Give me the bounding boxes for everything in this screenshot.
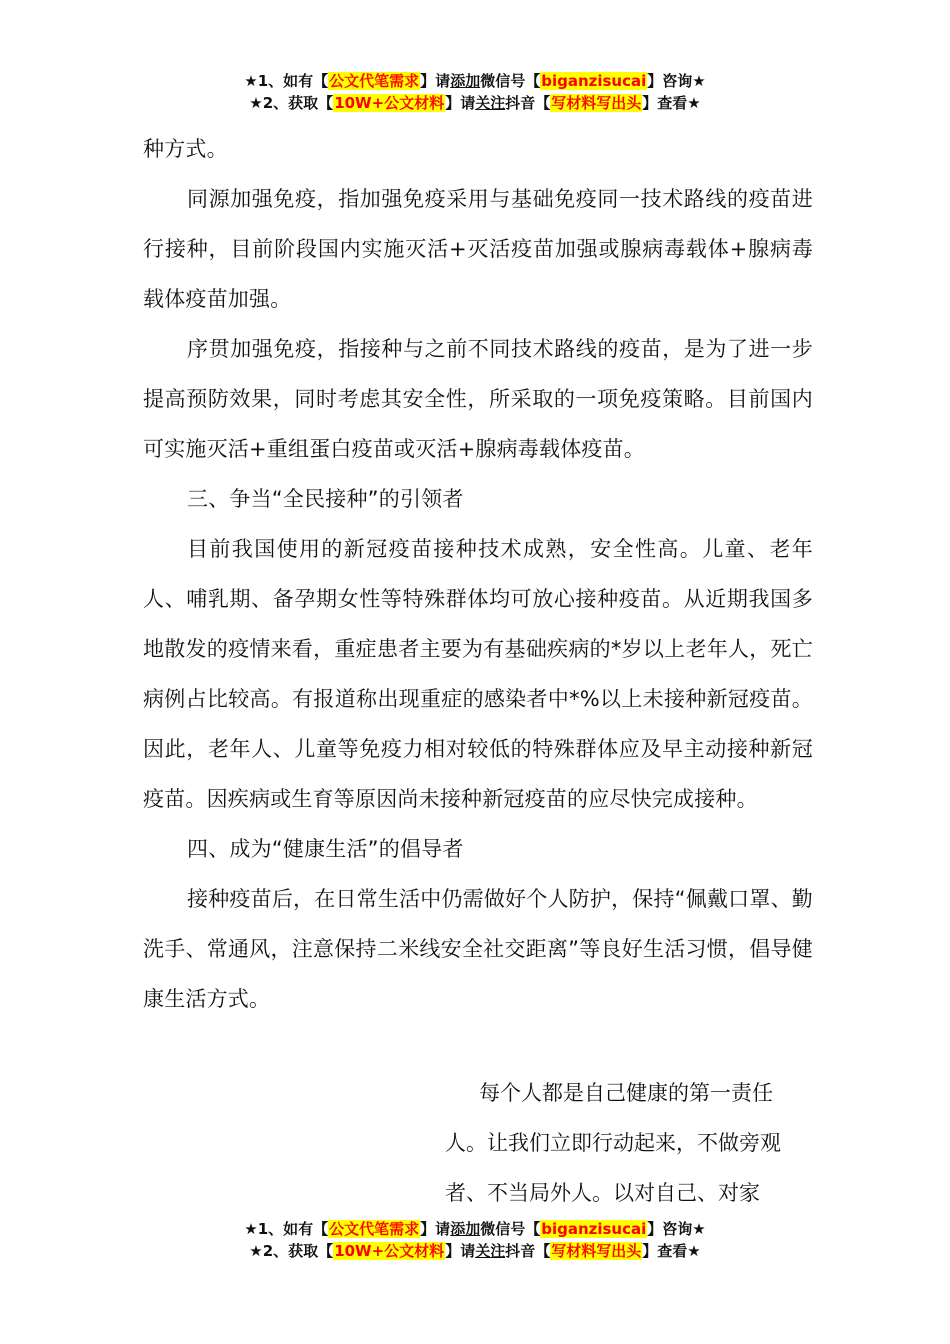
banner-highlight: 10W+公文材料 (334, 1242, 445, 1260)
banner-highlight: 写材料写出头 (551, 1242, 642, 1260)
document-body (143, 124, 813, 1024)
banner-highlight: biganzisucai (541, 72, 647, 90)
banner-text: 微信号【 (480, 1220, 541, 1238)
footer-banner (0, 1218, 950, 1262)
paragraph: 序贯加强免疫，指接种与之前不同技术路线的疫苗，是为了进一步提高预防效果，同时考虑其安全性，所采取的一项免疫策略。目前国内可实施灭活+重组蛋白疫苗或灭活+腺病毒载体疫苗。 (143, 337, 813, 461)
paragraph: 种方式。 (143, 137, 228, 161)
banner-line-1 (0, 70, 950, 92)
banner-text: 抖音【 (505, 94, 551, 112)
banner-highlight: 公文代笔需求 (329, 1220, 420, 1238)
paragraph: 同源加强免疫，指加强免疫采用与基础免疫同一技术路线的疫苗进行接种，目前阶段国内实施灭活+灭活疫苗加强或腺病毒载体+腺病毒载体疫苗加强。 (143, 187, 813, 311)
banner-line-2 (0, 1240, 950, 1262)
banner-highlight: biganzisucai (541, 1220, 647, 1238)
section-heading: 三、争当“全民接种”的引领者 (187, 487, 464, 511)
banner-text: 】请 (420, 72, 451, 90)
banner-text: ★2、获取【 (249, 1242, 334, 1260)
banner-highlight: 写材料写出头 (551, 94, 642, 112)
paragraph: 接种疫苗后，在日常生活中仍需做好个人防护，保持“佩戴口罩、勤洗手、常通风，注意保持二米线安全社交距离”等良好生活习惯，倡导健康生活方式。 (143, 887, 813, 1011)
banner-underlined: 添加 (450, 72, 481, 90)
banner-text: 微信号【 (480, 72, 541, 90)
header-banner (0, 70, 950, 114)
closing-text-block (445, 1068, 810, 1218)
section-heading: 四、成为“健康生活”的倡导者 (187, 837, 464, 861)
banner-text: ★1、如有【 (244, 72, 329, 90)
banner-underlined: 关注 (475, 1242, 506, 1260)
closing-line: 者、不当局外人。以对自己、对家 (445, 1181, 760, 1205)
closing-line: 人。让我们立即行动起来，不做旁观 (445, 1131, 781, 1155)
banner-text: ★2、获取【 (249, 94, 334, 112)
banner-text: 】查看★ (642, 1242, 701, 1260)
banner-highlight: 10W+公文材料 (334, 94, 445, 112)
banner-highlight: 公文代笔需求 (329, 72, 420, 90)
banner-text: ★1、如有【 (244, 1220, 329, 1238)
closing-line: 每个人都是自己健康的第一责任 (479, 1081, 773, 1105)
banner-text: 抖音【 (505, 1242, 551, 1260)
banner-line-2 (0, 92, 950, 114)
banner-text: 】咨询★ (647, 72, 706, 90)
banner-text: 】请 (445, 94, 476, 112)
banner-line-1 (0, 1218, 950, 1240)
banner-underlined: 关注 (475, 94, 506, 112)
banner-text: 】请 (445, 1242, 476, 1260)
banner-text: 】咨询★ (647, 1220, 706, 1238)
banner-text: 】请 (420, 1220, 451, 1238)
banner-text: 】查看★ (642, 94, 701, 112)
banner-underlined: 添加 (450, 1220, 481, 1238)
paragraph: 目前我国使用的新冠疫苗接种技术成熟，安全性高。儿童、老年人、哺乳期、备孕期女性等特殊群体均可放心接种疫苗。从近期我国多地散发的疫情来看，重症患者主要为有基础疾病的*岁以上老年人，死亡病例占比较高。有报道称出现重症的感染者中*%以上未接种新冠疫苗。因此，老年人、儿童等免疫力相对较低的特殊群体应及早主动接种新冠疫苗。因疾病或生育等原因尚未接种新冠疫苗的应尽快完成接种。 (143, 537, 813, 811)
